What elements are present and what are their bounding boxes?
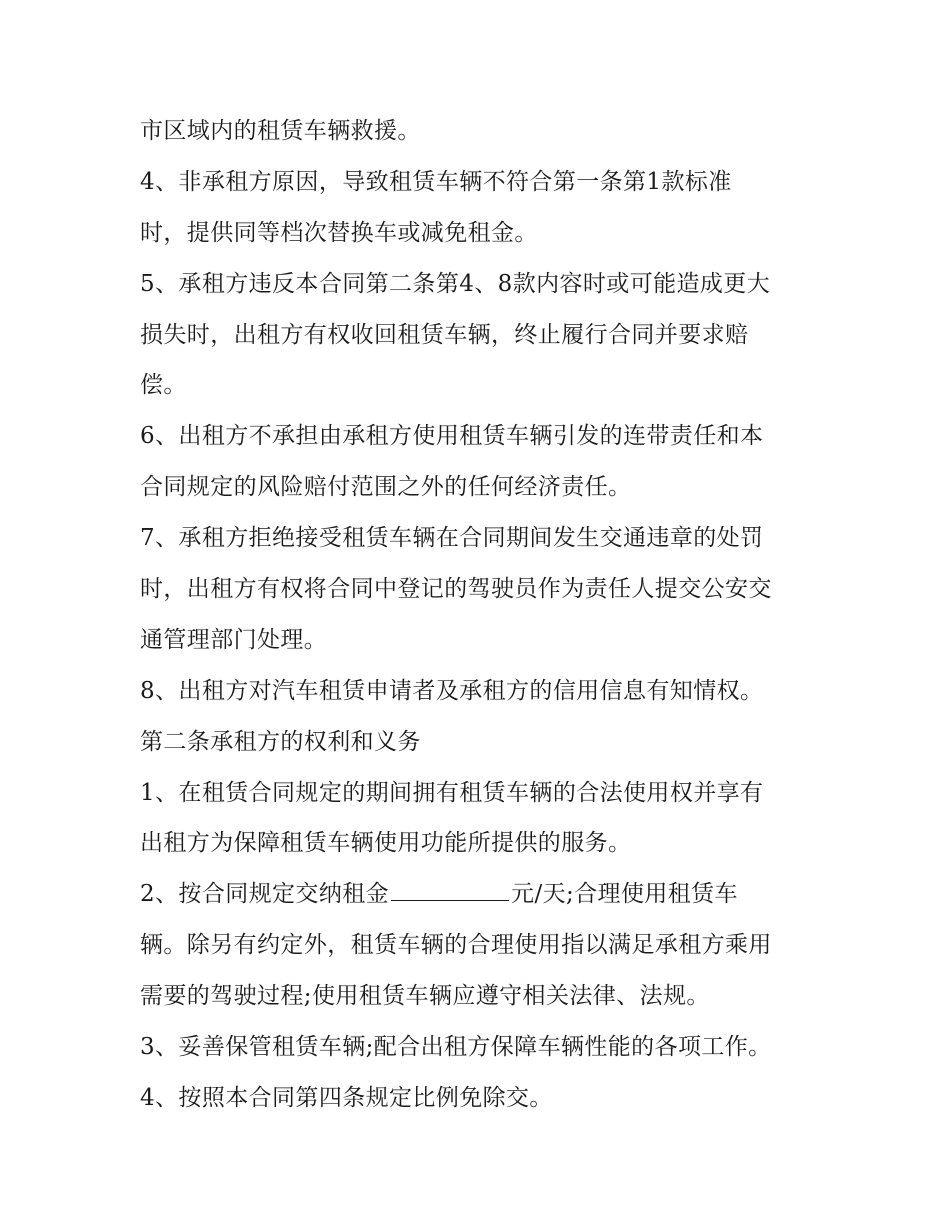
text-line: 市区域内的租赁车辆救援。	[140, 118, 421, 144]
duty-4-line-1: 4、按照本合同第四条规定比例免除交。	[140, 1084, 553, 1111]
clause-6-line-1: 6、出租方不承担由承租方使用租赁车辆引发的连带责任和本	[140, 423, 764, 450]
duty-1-line-2: 出租方为保障租赁车辆使用功能所提供的服务。	[140, 830, 632, 857]
rent-suffix: 元/天;合理使用租赁车	[511, 881, 738, 908]
clause-5-line-3: 偿。	[140, 372, 187, 399]
clause-5-line-2: 损失时，出租方有权收回租赁车辆，终止履行合同并要求赔	[140, 321, 749, 348]
clause-7-line-2: 时，出租方有权将合同中登记的驾驶员作为责任人提交公安交	[140, 576, 772, 603]
duty-2-line-2: 辆。除另有约定外，租赁车辆的合理使用指以满足承租方乘用	[140, 932, 772, 959]
clause-5-line-1: 5、承租方违反本合同第二条第4、8款内容时或可能造成更大	[140, 270, 771, 297]
clause-8-line-1: 8、出租方对汽车租赁申请者及承租方的信用信息有知情权。	[140, 677, 764, 704]
rent-amount-blank	[391, 870, 509, 901]
clause-7-line-1: 7、承租方拒绝接受租赁车辆在合同期间发生交通违章的处罚	[140, 525, 764, 552]
clause-4-line-1: 4、非承租方原因，导致租赁车辆不符合第一条第1款标准	[140, 168, 732, 195]
section-heading: 第二条承租方的权利和义务	[140, 728, 421, 755]
clause-4-line-2: 时，提供同等档次替换车或减免租金。	[140, 219, 538, 246]
clause-6-line-2: 合同规定的风险赔付范围之外的任何经济责任。	[140, 474, 632, 501]
duty-2-line-1	[140, 869, 830, 920]
clause-7-line-3: 通管理部门处理。	[140, 626, 328, 653]
duty-3-line-1: 3、妥善保管租赁车辆;配合出租方保障车辆性能的各项工作。	[140, 1034, 772, 1061]
rent-prefix: 2、按合同规定交纳租金	[140, 881, 390, 908]
document-body	[140, 106, 830, 1124]
duty-1-line-1: 1、在租赁合同规定的期间拥有租赁车辆的合法使用权并享有	[140, 779, 764, 806]
duty-2-line-3: 需要的驾驶过程;使用租赁车辆应遵守相关法律、法规。	[140, 983, 710, 1010]
